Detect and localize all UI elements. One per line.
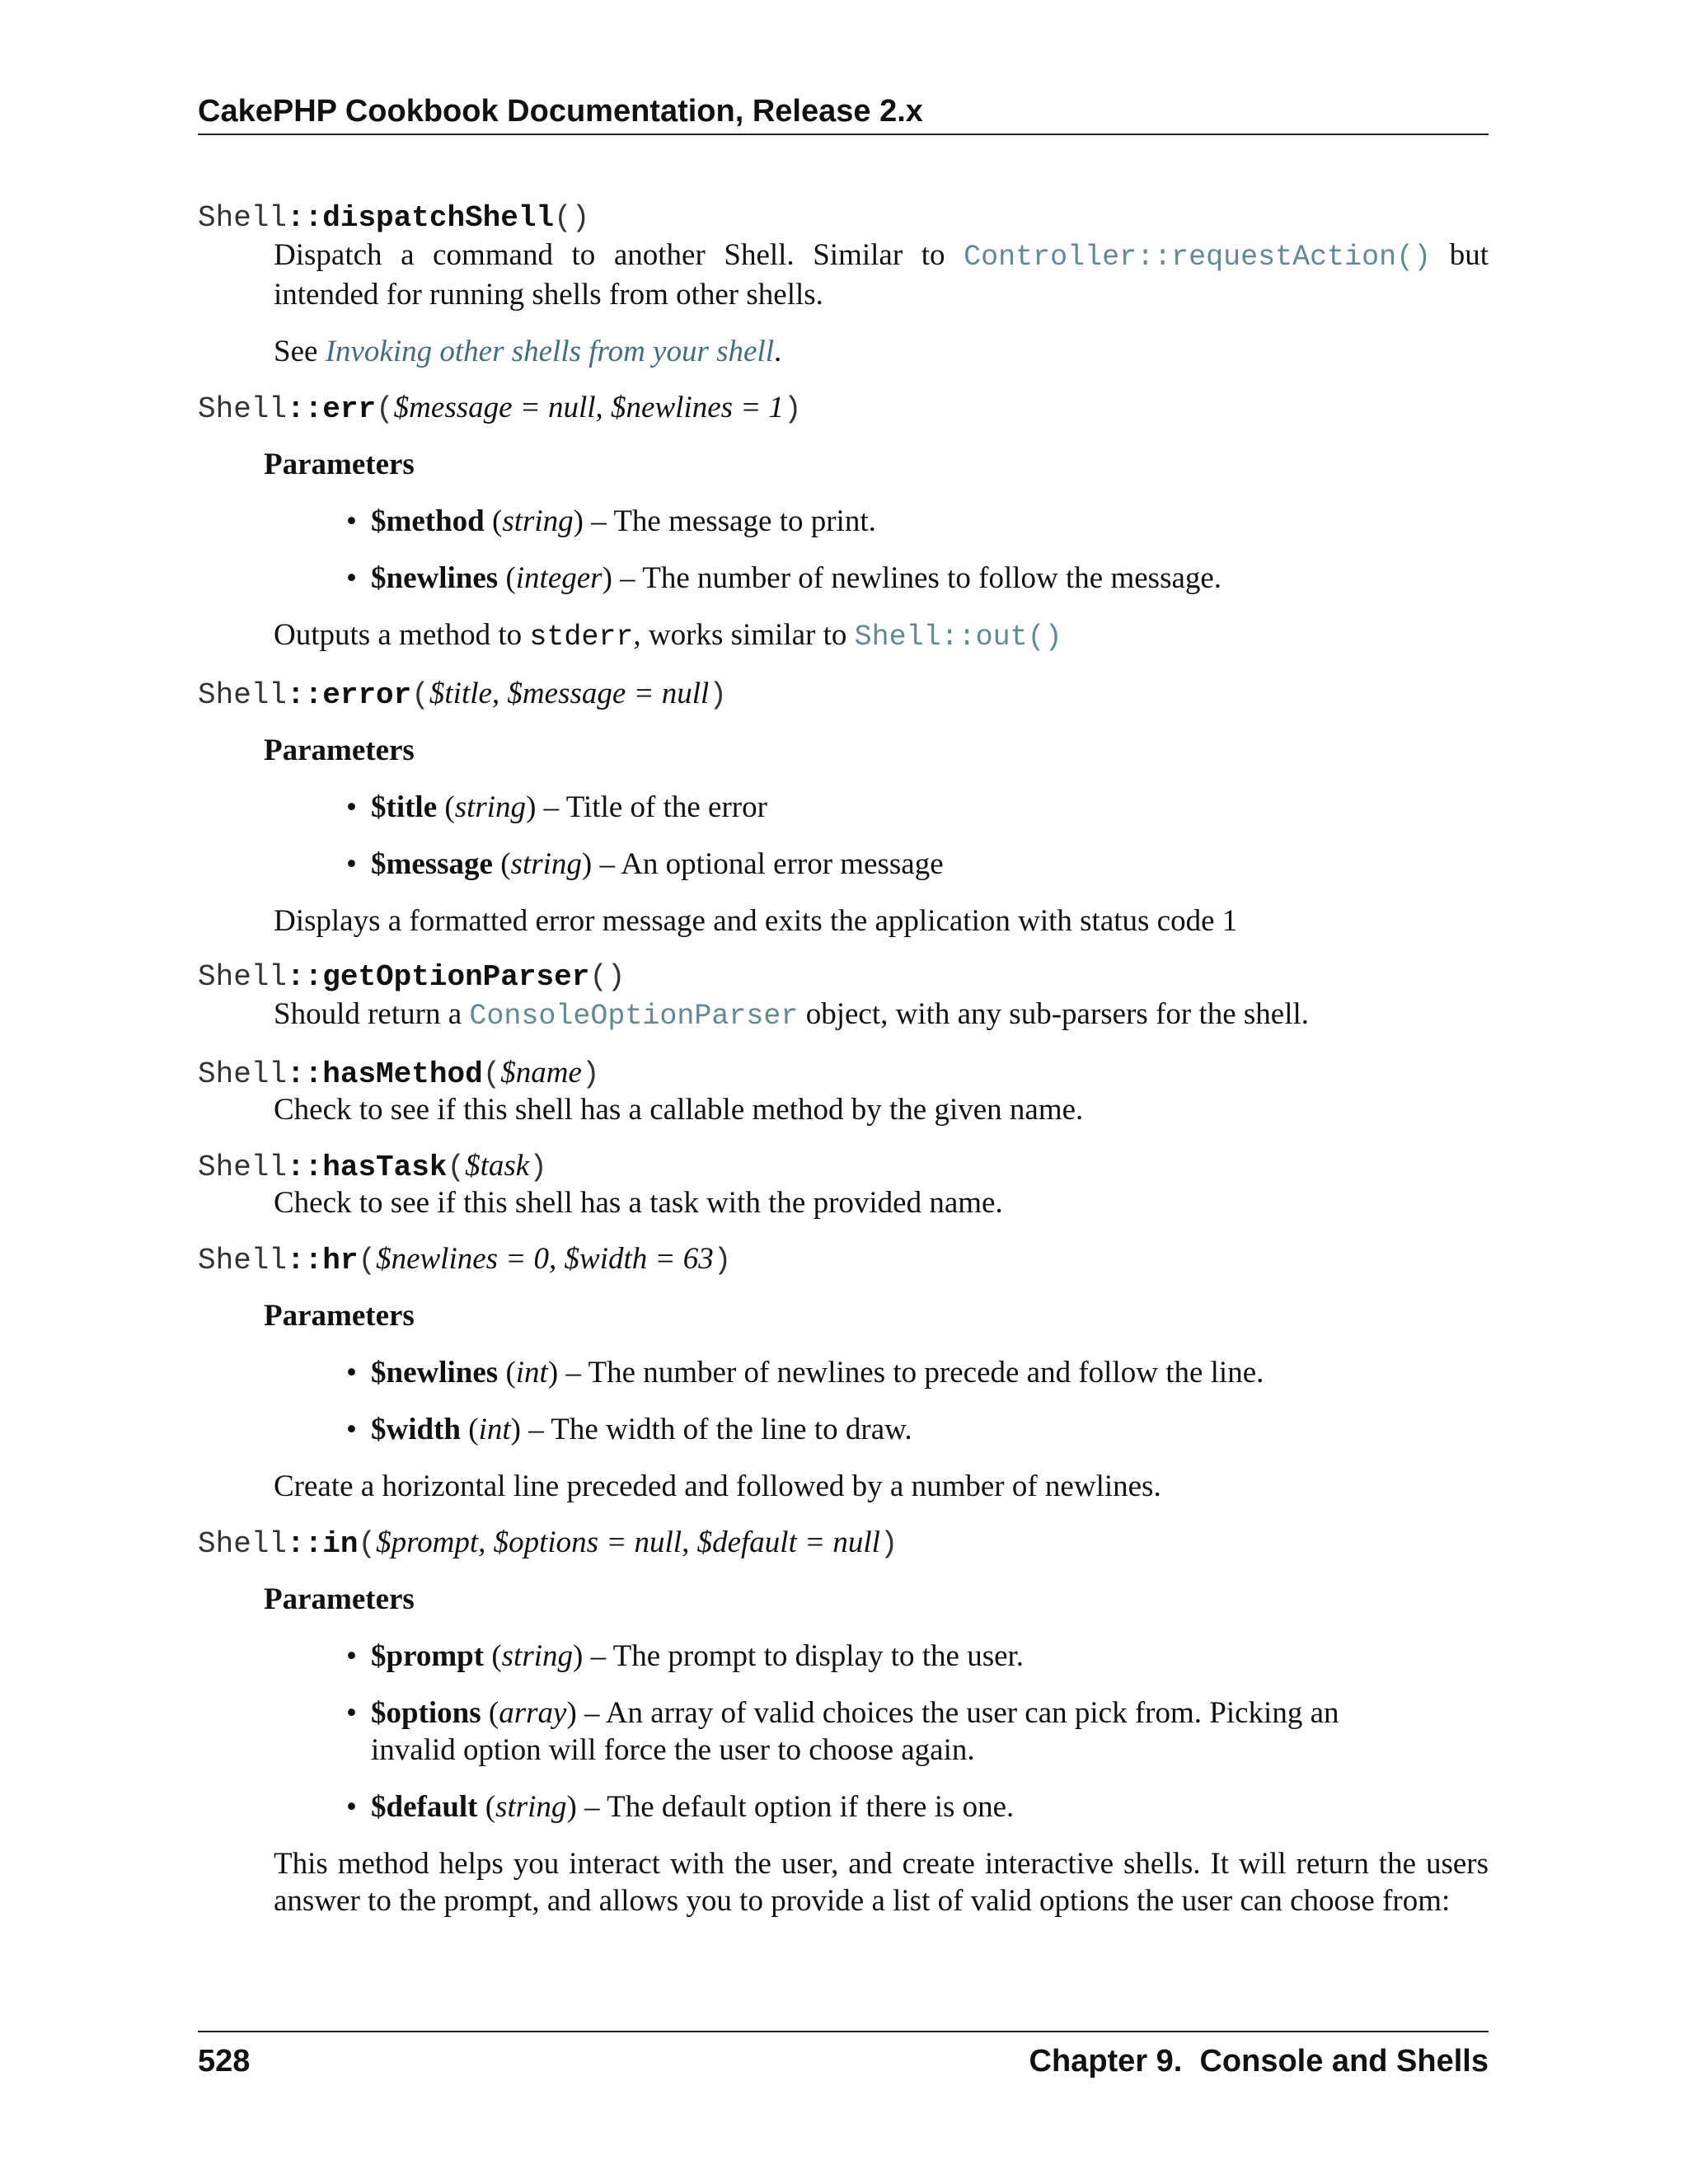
open-paren: ( — [358, 1244, 377, 1277]
method-name: err — [322, 392, 377, 426]
method-description: Create a horizontal line preceded and followed by a number of newlines. — [274, 1469, 1161, 1503]
desc-text: Should return a — [274, 997, 470, 1031]
method-signature — [198, 200, 1489, 237]
chapter-title: Chapter 9. Console and Shells — [1029, 2044, 1489, 2079]
open-paren: ( — [554, 201, 572, 235]
list-item: • $newlines (integer) – The number of newlines to follow the message. — [346, 561, 1222, 595]
console-option-parser-link[interactable]: ConsoleOptionParser — [469, 1000, 799, 1033]
param-desc: – The number of newlines to follow the message. — [612, 561, 1222, 595]
method-error — [198, 676, 1489, 940]
param-desc: – The message to print. — [584, 504, 876, 538]
open-paren: ( — [482, 1057, 501, 1091]
param-type: string — [495, 1790, 567, 1824]
close-paren: ) — [879, 1527, 898, 1561]
method-signature — [198, 676, 1489, 712]
class-name: Shell — [198, 960, 288, 994]
method-err — [198, 390, 1489, 656]
desc-text: , works similar to — [633, 618, 855, 652]
method-getOptionParser — [198, 959, 1489, 1035]
param-type: array — [499, 1696, 567, 1730]
request-action-link[interactable]: Controller::requestAction() — [964, 241, 1432, 274]
param-name: $method — [371, 504, 485, 538]
param-name: $prompt — [371, 1639, 485, 1673]
param-type: string — [510, 847, 582, 881]
stderr-code: stderr — [529, 621, 634, 654]
method-description — [274, 616, 1489, 656]
close-paren: ) — [529, 1151, 547, 1184]
list-item: • $newlines (int) – The number of newlines to precede and follow the line. — [346, 1356, 1264, 1390]
bullet-icon: • — [346, 1356, 357, 1390]
method-description — [274, 237, 1489, 313]
list-item: • $options (array) – An array of valid choices the user can pick from. Picking an invalid option will force the user to choose again. — [346, 1696, 1339, 1767]
param-name: $width — [371, 1413, 461, 1446]
scope-separator: :: — [287, 392, 323, 426]
scope-separator: :: — [287, 678, 323, 712]
param-name: $options — [371, 1696, 481, 1730]
method-in — [198, 1525, 1489, 1919]
parameter-list — [198, 503, 1489, 597]
method-params: $prompt, $options = null, $default = null — [376, 1526, 880, 1559]
invoking-shells-link[interactable]: Invoking other shells from your shell — [325, 335, 774, 368]
parameters-label: Parameters — [264, 1299, 415, 1333]
method-name: hasTask — [322, 1151, 448, 1184]
method-description: This method helps you interact with the user, and create interactive shells. It will return the users answer to the prompt, and allows you to provide a list of valid options the user can choose from: — [274, 1847, 1489, 1918]
scope-separator: :: — [287, 201, 323, 235]
shell-out-link[interactable]: Shell::out() — [854, 621, 1062, 654]
list-item: • $width (int) – The width of the line to draw. — [346, 1413, 912, 1446]
class-name: Shell — [198, 1244, 288, 1277]
method-signature — [198, 959, 1489, 996]
open-paren: ( — [411, 678, 429, 712]
method-name: getOptionParser — [322, 960, 590, 994]
param-name: $newlines — [371, 1356, 499, 1390]
page-header-title: CakePHP Cookbook Documentation, Release 2.x — [198, 94, 923, 129]
bullet-icon: • — [346, 1790, 357, 1824]
scope-separator: :: — [287, 1057, 323, 1091]
bullet-icon: • — [346, 847, 357, 881]
param-type: string — [501, 1639, 573, 1673]
method-params: $newlines = 0, $width = 63 — [376, 1242, 714, 1276]
header-divider — [198, 134, 1489, 135]
close-paren: ) — [571, 201, 590, 235]
method-hasTask — [198, 1148, 1489, 1221]
class-name: Shell — [198, 678, 288, 712]
bullet-icon: • — [346, 1696, 357, 1730]
method-list — [198, 200, 1489, 1919]
bullet-icon: • — [346, 1413, 357, 1446]
list-item: • $default (string) – The default option if there is one. — [346, 1790, 1015, 1824]
scope-separator: :: — [287, 1527, 323, 1561]
param-desc: – Title of the error — [536, 790, 767, 824]
class-name: Shell — [198, 392, 288, 426]
open-paren: ( — [589, 960, 607, 994]
close-paren: ) — [607, 960, 626, 994]
scope-separator: :: — [287, 960, 323, 994]
param-name: $default — [371, 1790, 478, 1824]
bullet-icon: • — [346, 790, 357, 824]
close-paren: ) — [784, 392, 802, 426]
list-item: • $title (string) – Title of the error — [346, 790, 767, 824]
method-hr — [198, 1241, 1489, 1505]
param-type: integer — [515, 561, 603, 595]
method-name: dispatchShell — [322, 201, 555, 235]
see-also — [274, 333, 1489, 370]
list-item: • $method (string) – The message to print. — [346, 504, 876, 538]
desc-text: but intended for running shells from other shells. — [274, 238, 1489, 312]
method-hasMethod — [198, 1055, 1489, 1128]
param-desc: – The prompt to display to the user. — [583, 1639, 1025, 1673]
param-desc: – The width of the line to draw. — [520, 1413, 912, 1446]
bullet-icon: • — [346, 504, 357, 538]
close-paren: ) — [709, 678, 727, 712]
method-params: $task — [465, 1149, 530, 1183]
parameter-list — [198, 1354, 1489, 1448]
method-signature — [198, 1055, 1489, 1091]
param-name: $newlines — [371, 561, 499, 595]
param-type: int — [515, 1356, 548, 1390]
see-text: See — [274, 335, 326, 368]
method-description: Check to see if this shell has a task with the provided name. — [274, 1186, 1003, 1220]
list-item: • $message (string) – An optional error message — [346, 847, 944, 881]
method-name: hr — [322, 1244, 359, 1277]
bullet-icon: • — [346, 561, 357, 595]
open-paren: ( — [447, 1151, 466, 1184]
param-desc: – An array of valid choices the user can pick from. Picking an invalid option will force the user to choose again. — [371, 1696, 1339, 1767]
method-params: $message = null, $newlines = 1 — [393, 391, 785, 424]
scope-separator: :: — [287, 1244, 323, 1277]
page-number: 528 — [198, 2044, 251, 2079]
open-paren: ( — [376, 392, 394, 426]
desc-text: object, with any sub-parsers for the shell. — [798, 997, 1310, 1031]
desc-text: Dispatch a command to another Shell. Similar to — [274, 238, 964, 272]
list-item: • $prompt (string) – The prompt to display to the user. — [346, 1639, 1025, 1673]
param-desc: – An optional error message — [592, 847, 944, 881]
method-description — [274, 996, 1489, 1035]
method-signature — [198, 1525, 1489, 1561]
footer-divider — [198, 2031, 1489, 2032]
method-signature — [198, 1241, 1489, 1277]
class-name: Shell — [198, 1151, 288, 1184]
param-name: $message — [371, 847, 493, 881]
param-type: int — [478, 1413, 511, 1446]
method-name: in — [322, 1527, 359, 1561]
class-name: Shell — [198, 1527, 288, 1561]
parameters-label: Parameters — [264, 733, 415, 767]
method-dispatchShell — [198, 200, 1489, 370]
method-params: $name — [500, 1056, 582, 1090]
method-signature — [198, 390, 1489, 426]
method-name: hasMethod — [322, 1057, 483, 1091]
class-name: Shell — [198, 1057, 288, 1091]
close-paren: ) — [581, 1057, 600, 1091]
method-signature — [198, 1148, 1489, 1184]
parameters-label: Parameters — [264, 1582, 415, 1616]
param-type: string — [502, 504, 574, 538]
param-name: $title — [371, 790, 438, 824]
parameters-label: Parameters — [264, 448, 415, 481]
method-description: Check to see if this shell has a callable method by the given name. — [274, 1093, 1084, 1127]
param-desc: – The number of newlines to precede and follow the line. — [558, 1356, 1264, 1390]
open-paren: ( — [358, 1527, 377, 1561]
class-name: Shell — [198, 201, 288, 235]
see-text: . — [774, 335, 782, 368]
parameter-list — [198, 789, 1489, 883]
param-type: string — [454, 790, 527, 824]
parameter-list — [198, 1638, 1489, 1825]
desc-text: Outputs a method to — [274, 618, 530, 652]
method-name: error — [322, 678, 412, 712]
scope-separator: :: — [287, 1151, 323, 1184]
method-description: Displays a formatted error message and exits the application with status code 1 — [274, 904, 1238, 938]
close-paren: ) — [713, 1244, 732, 1277]
method-params: $title, $message = null — [429, 677, 710, 710]
bullet-icon: • — [346, 1639, 357, 1673]
param-desc: – The default option if there is one. — [576, 1790, 1015, 1824]
